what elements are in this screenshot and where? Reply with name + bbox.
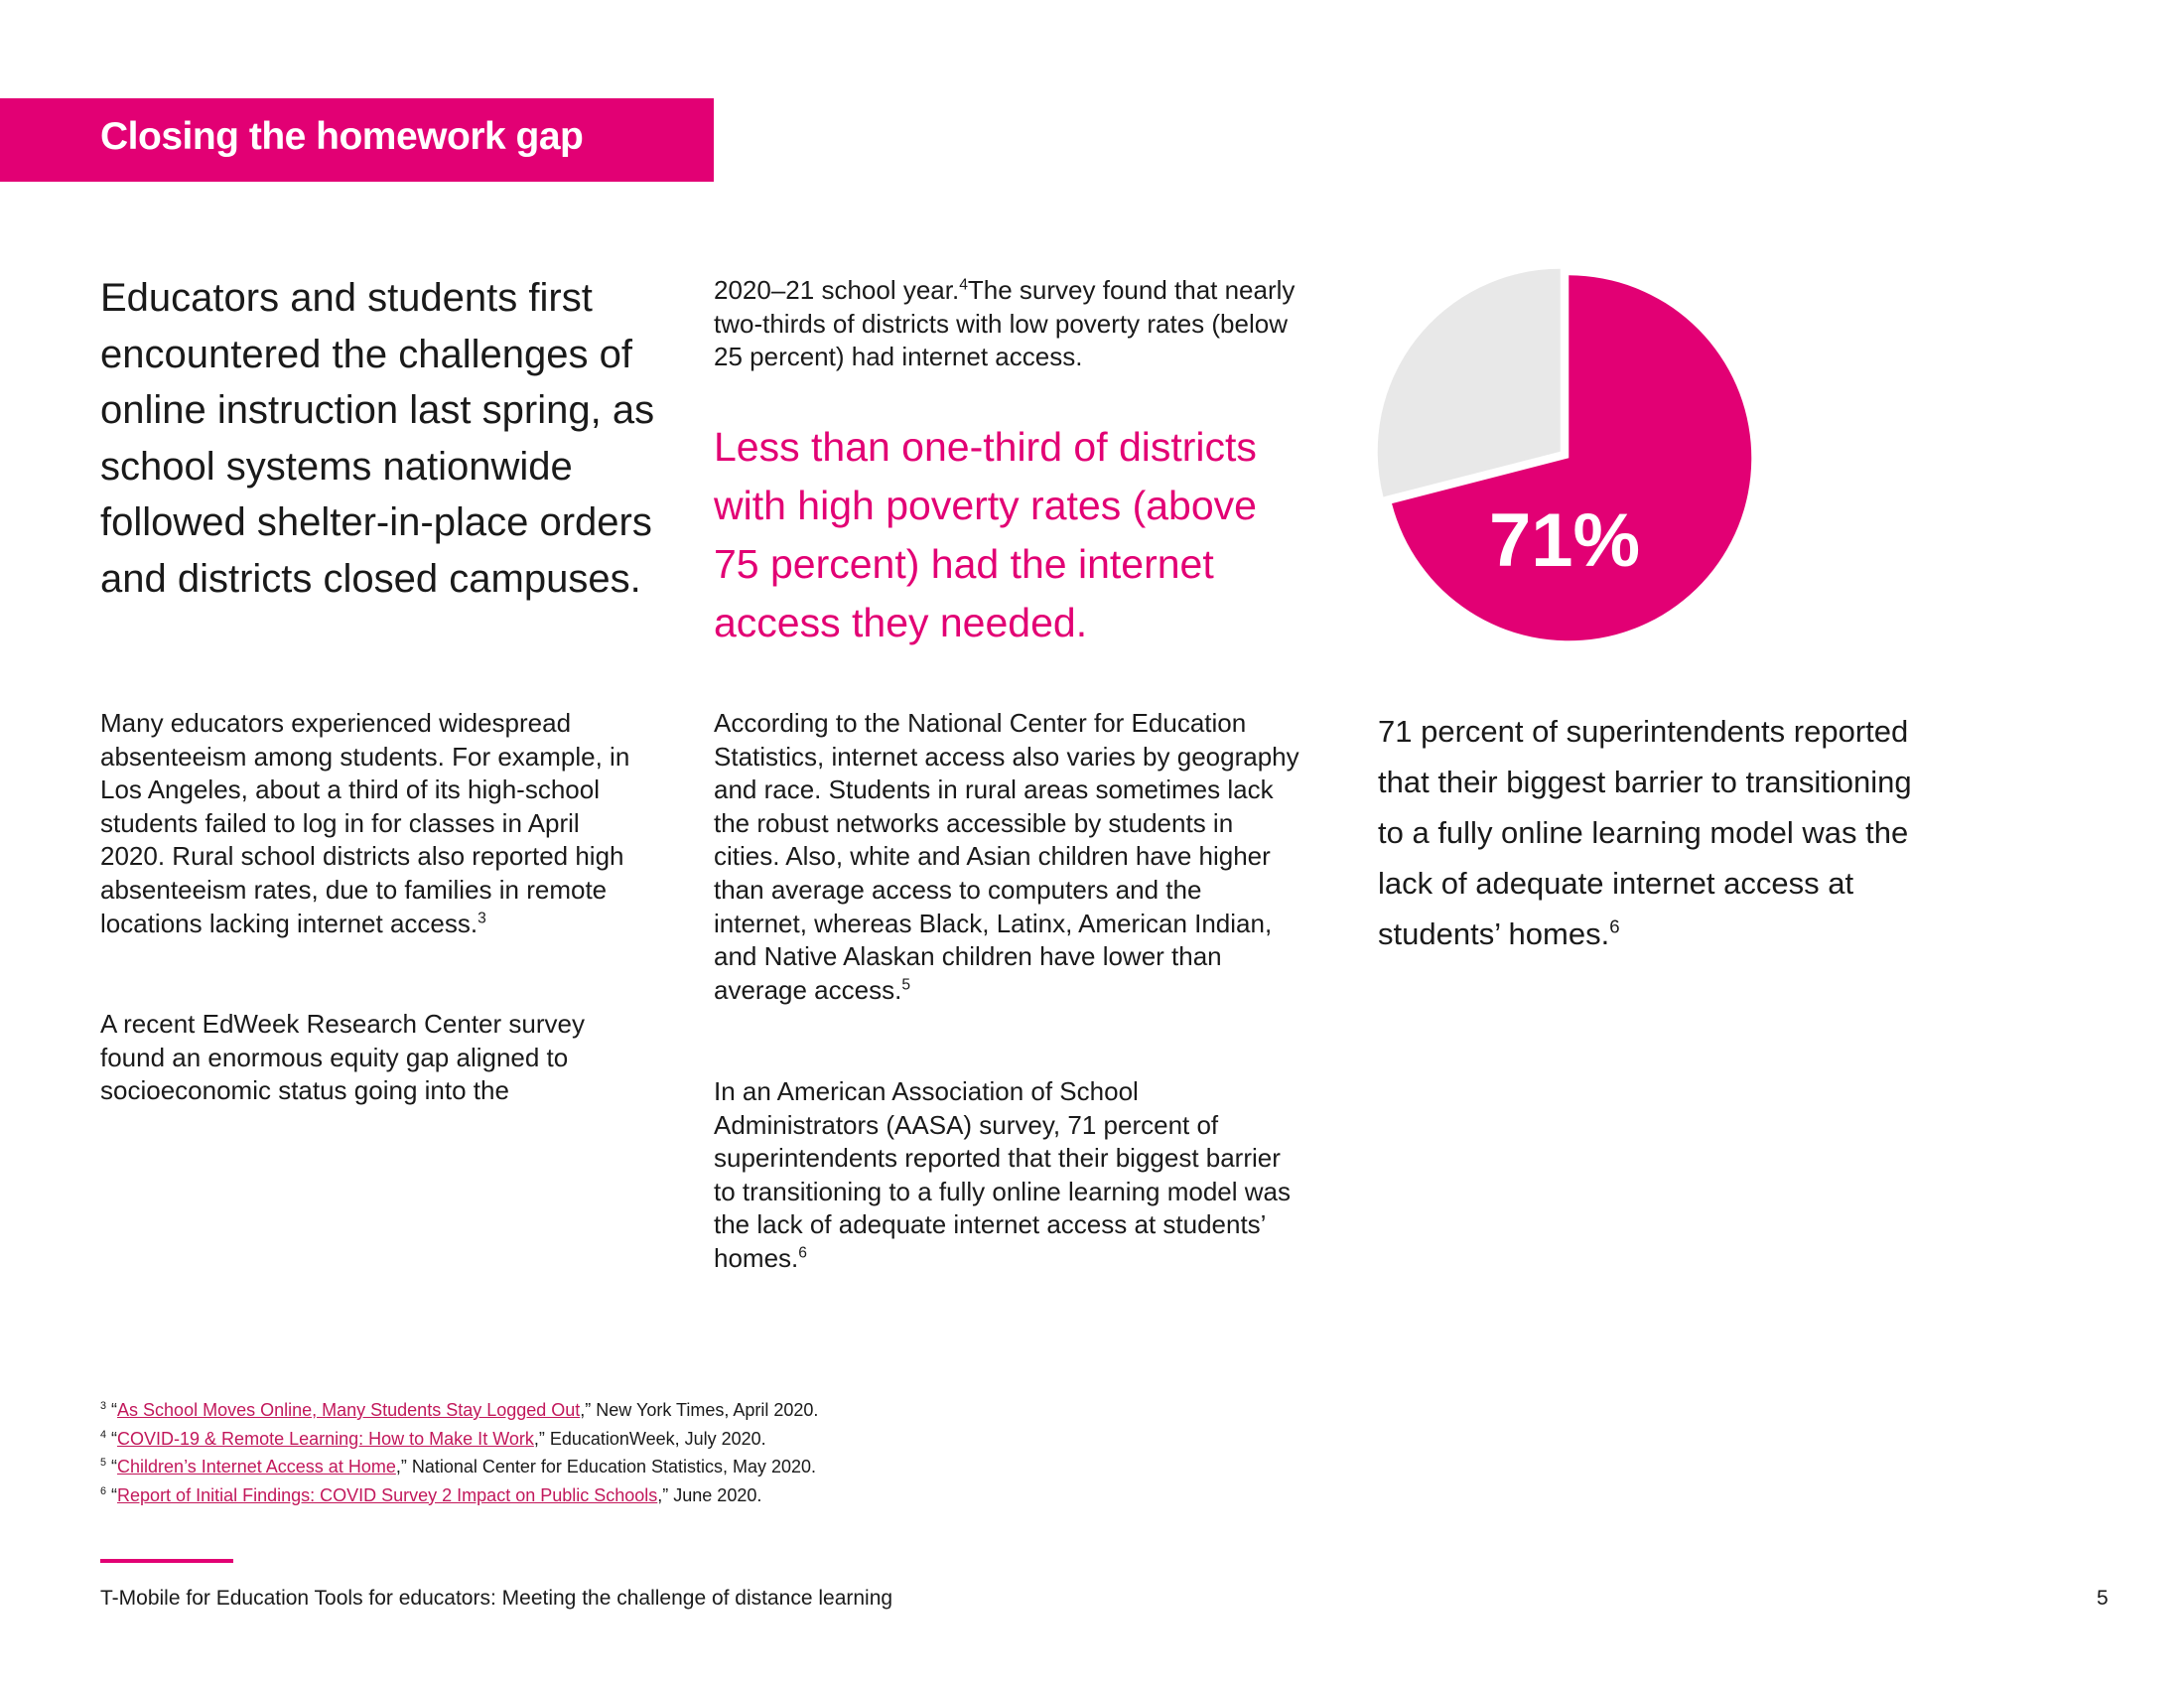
footnote-ref[interactable]: 4 — [959, 276, 968, 294]
pie-stat-label: 71% — [1488, 498, 1641, 583]
footnote-source: ,” EducationWeek, July 2020. — [533, 1428, 766, 1449]
footnote — [100, 1425, 1292, 1454]
body-paragraph — [100, 1008, 636, 1108]
footnote-number: 4 — [100, 1428, 107, 1441]
quote-mark: “ — [111, 1428, 118, 1449]
footnote — [100, 1396, 1292, 1425]
footnote-link[interactable]: Report of Initial Findings: COVID Survey 2 Impact on Public Schools — [117, 1484, 658, 1505]
footnote-link[interactable]: Children’s Internet Access at Home — [117, 1457, 396, 1477]
body-paragraph — [714, 1075, 1299, 1276]
footnote-ref[interactable]: 5 — [901, 976, 911, 994]
body-paragraph — [714, 274, 1299, 374]
footnote-link[interactable]: As School Moves Online, Many Students Stay Logged Out — [117, 1400, 581, 1420]
paragraph-text: A recent EdWeek Research Center survey found an enormous equity gap aligned to socioeconomic status going into the — [100, 1009, 585, 1106]
lead-paragraph: Educators and students first encountered the challenges of online instruction last spring, as school systems nationwide followed shelter-in-place orders and districts closed campuses. — [100, 276, 655, 601]
footnote-ref[interactable]: 3 — [478, 909, 486, 926]
footnote-source: ,” New York Times, April 2020. — [580, 1400, 819, 1420]
footer-title: T-Mobile for Education Tools for educators: Meeting the challenge of distance learning — [100, 1587, 893, 1610]
paragraph-text: Many educators experienced widespread absenteeism among students. For example, in Los Angeles, about a third of its high-school students failed to log in for classes in April 2020. Rural school districts also reported high absenteeism rates, due to families in remote locations lacking internet access. — [100, 708, 630, 938]
footer-rule — [100, 1559, 233, 1563]
caption-text: 71 percent of superintendents reported that their biggest barrier to transitioning to a fully online learning model was the lack of adequate internet access at students’ homes. — [1378, 714, 1912, 951]
footnotes — [100, 1396, 1292, 1509]
paragraph-text: According to the National Center for Education Statistics, internet access also varies by geography and race. Students in rural areas sometimes lack the robust networks accessible by students in cities. Also, white and Asian children have higher than average access to computers and the internet, whereas Black, Latinx, American Indian, and Native Alaskan children have lower than average access. — [714, 708, 1299, 1005]
footnote-number: 5 — [100, 1457, 107, 1469]
page-number: 5 — [2097, 1587, 2109, 1610]
quote-mark: “ — [111, 1484, 118, 1505]
footnote-source: ,” June 2020. — [657, 1484, 762, 1505]
body-paragraph — [100, 707, 636, 940]
section-title: Closing the homework gap — [100, 115, 584, 158]
footnote-source: ,” National Center for Education Statistics, May 2020. — [395, 1457, 817, 1477]
stat-caption — [1378, 706, 1934, 959]
footnote-link[interactable]: COVID-19 & Remote Learning: How to Make It Work — [117, 1428, 534, 1449]
body-paragraph — [714, 707, 1299, 1007]
paragraph-text: In an American Association of School Administrators (AASA) survey, 71 percent of superintendents reported that their biggest barrier to transitioning to a fully online learning model was the lack of adequate internet access at students’ homes. — [714, 1076, 1292, 1273]
footnote — [100, 1453, 1292, 1481]
footnote — [100, 1481, 1292, 1510]
quote-mark: “ — [111, 1457, 118, 1477]
pie-slice-remainder — [1378, 269, 1561, 497]
footnote-number: 3 — [100, 1400, 107, 1412]
paragraph-text: 2020–21 school year. — [714, 275, 960, 305]
footnote-number: 6 — [100, 1484, 107, 1497]
footnote-ref[interactable]: 6 — [1609, 915, 1620, 937]
footnote-ref[interactable]: 6 — [798, 1244, 807, 1262]
pull-quote: Less than one-third of districts with high poverty rates (above 75 percent) had the internet access they needed. — [714, 424, 1257, 645]
paragraph-text: The survey found that nearly two-thirds of districts with low poverty rates (below 25 percent) had internet access. — [714, 275, 1296, 372]
quote-mark: “ — [111, 1400, 118, 1420]
stat-pie-chart — [1370, 260, 1759, 649]
